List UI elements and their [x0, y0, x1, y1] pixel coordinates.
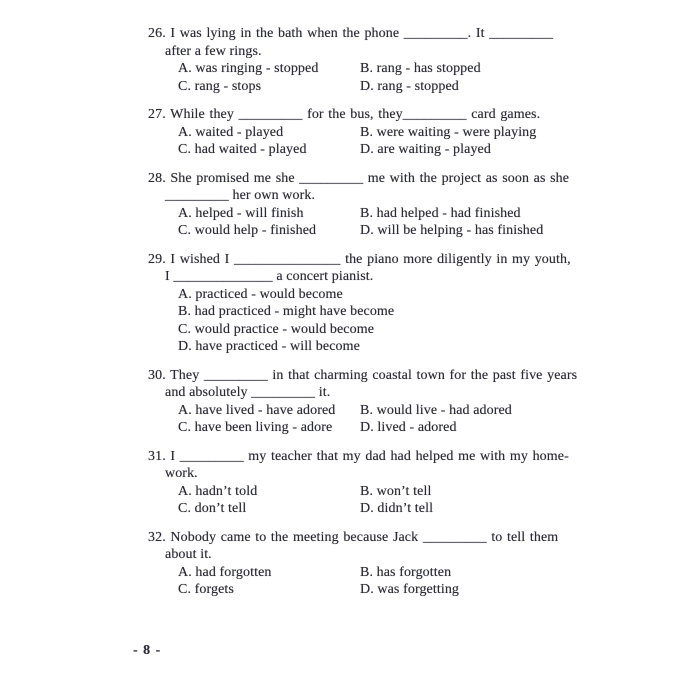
answer-option: C. forgets [178, 582, 234, 597]
answer-option: B. rang - has stopped [360, 61, 481, 76]
answer-option: D. will be helping - has finished [360, 223, 544, 238]
question-text: _________ her own work. [165, 188, 316, 203]
question-block [148, 448, 569, 518]
answer-option: D. didn’t tell [360, 501, 434, 516]
question-text: I _________ my teacher that my dad had helped me with my home- [170, 448, 569, 464]
answer-option: D. rang - stopped [360, 78, 459, 94]
question-number: 32. [148, 529, 171, 545]
question-first-line [148, 170, 570, 188]
question-text: While they _________ for the bus, they_________ card games. [170, 107, 541, 122]
question-continuation-line [148, 384, 562, 402]
question-continuation-line [148, 465, 562, 483]
question-text: Nobody came to the meeting because Jack _________ to tell them [170, 529, 559, 545]
answer-option: A. helped - will finish [178, 205, 304, 221]
question-stem [148, 448, 569, 483]
question-number: 26. [148, 26, 171, 41]
question-first-line [148, 251, 571, 269]
options-list [148, 124, 562, 159]
answer-option: D. lived - adored [360, 420, 457, 435]
question-text: work. [165, 466, 198, 481]
answer-option: C. had waited - played [178, 142, 307, 157]
question-stem [148, 367, 578, 402]
answer-option: A. practiced - would become [178, 286, 343, 302]
question-continuation-line [148, 268, 562, 286]
question-text: and absolutely _________ it. [165, 385, 331, 400]
question-block [148, 106, 562, 159]
question-continuation-line [148, 43, 562, 61]
question-number: 31. [148, 448, 171, 464]
question-block [148, 251, 571, 356]
question-text: I ______________ a concert pianist. [165, 269, 374, 284]
options-list [148, 402, 562, 437]
answer-option: C. would help - finished [178, 223, 317, 238]
answer-option: C. would practice - would become [178, 321, 375, 337]
question-text: I wished I _______________ the piano more diligently in my youth, [170, 251, 571, 267]
question-stem [148, 25, 562, 60]
answer-option: A. hadn’t told [178, 483, 258, 499]
answer-option: D. was forgetting [360, 582, 460, 597]
question-first-line [148, 25, 562, 43]
answer-option: D. have practiced - will become [178, 339, 360, 354]
answer-option: A. had forgotten [178, 564, 272, 580]
question-first-line [148, 106, 562, 124]
question-stem [148, 251, 571, 286]
question-stem [148, 106, 562, 124]
answer-option: A. have lived - have adored [178, 402, 336, 418]
answer-option: C. don’t tell [178, 501, 247, 516]
question-text: after a few rings. [165, 43, 262, 59]
answer-option: B. has forgotten [360, 564, 452, 580]
answer-option: A. was ringing - stopped [178, 61, 319, 76]
questions-list [148, 25, 578, 610]
question-block [148, 170, 570, 240]
question-continuation-line [148, 546, 562, 564]
question-block [148, 529, 562, 599]
answer-option: C. have been living - adore [178, 420, 333, 435]
question-number: 29. [148, 251, 171, 267]
question-text: I was lying in the bath when the phone _________. It _________ [170, 26, 554, 41]
page-number: - 8 - [133, 643, 162, 658]
answer-option: B. won’t tell [360, 483, 432, 499]
answer-option: C. rang - stops [178, 78, 262, 94]
question-stem [148, 529, 562, 564]
question-first-line [148, 448, 569, 466]
question-text: They _________ in that charming coastal town for the past five years [170, 367, 578, 383]
question-text: about it. [165, 547, 212, 562]
question-first-line [148, 367, 578, 385]
options-list [148, 205, 562, 240]
question-continuation-line [148, 187, 562, 205]
options-list [148, 483, 562, 518]
options-list [148, 60, 562, 95]
answer-option: B. would live - had adored [360, 402, 512, 418]
answer-option: B. had helped - had finished [360, 205, 521, 221]
answer-option: A. waited - played [178, 124, 284, 140]
answer-option: B. had practiced - might have become [178, 304, 395, 319]
question-first-line [148, 529, 562, 547]
options-list [148, 564, 562, 599]
options-list [148, 286, 562, 356]
question-number: 30. [148, 367, 171, 383]
answer-option: B. were waiting - were playing [360, 124, 537, 140]
answer-option: D. are waiting - played [360, 142, 491, 157]
question-stem [148, 170, 570, 205]
question-number: 27. [148, 107, 171, 122]
question-number: 28. [148, 170, 171, 186]
question-block [148, 367, 578, 437]
question-block [148, 25, 562, 95]
question-text: She promised me she _________ me with the project as soon as she [170, 170, 570, 186]
